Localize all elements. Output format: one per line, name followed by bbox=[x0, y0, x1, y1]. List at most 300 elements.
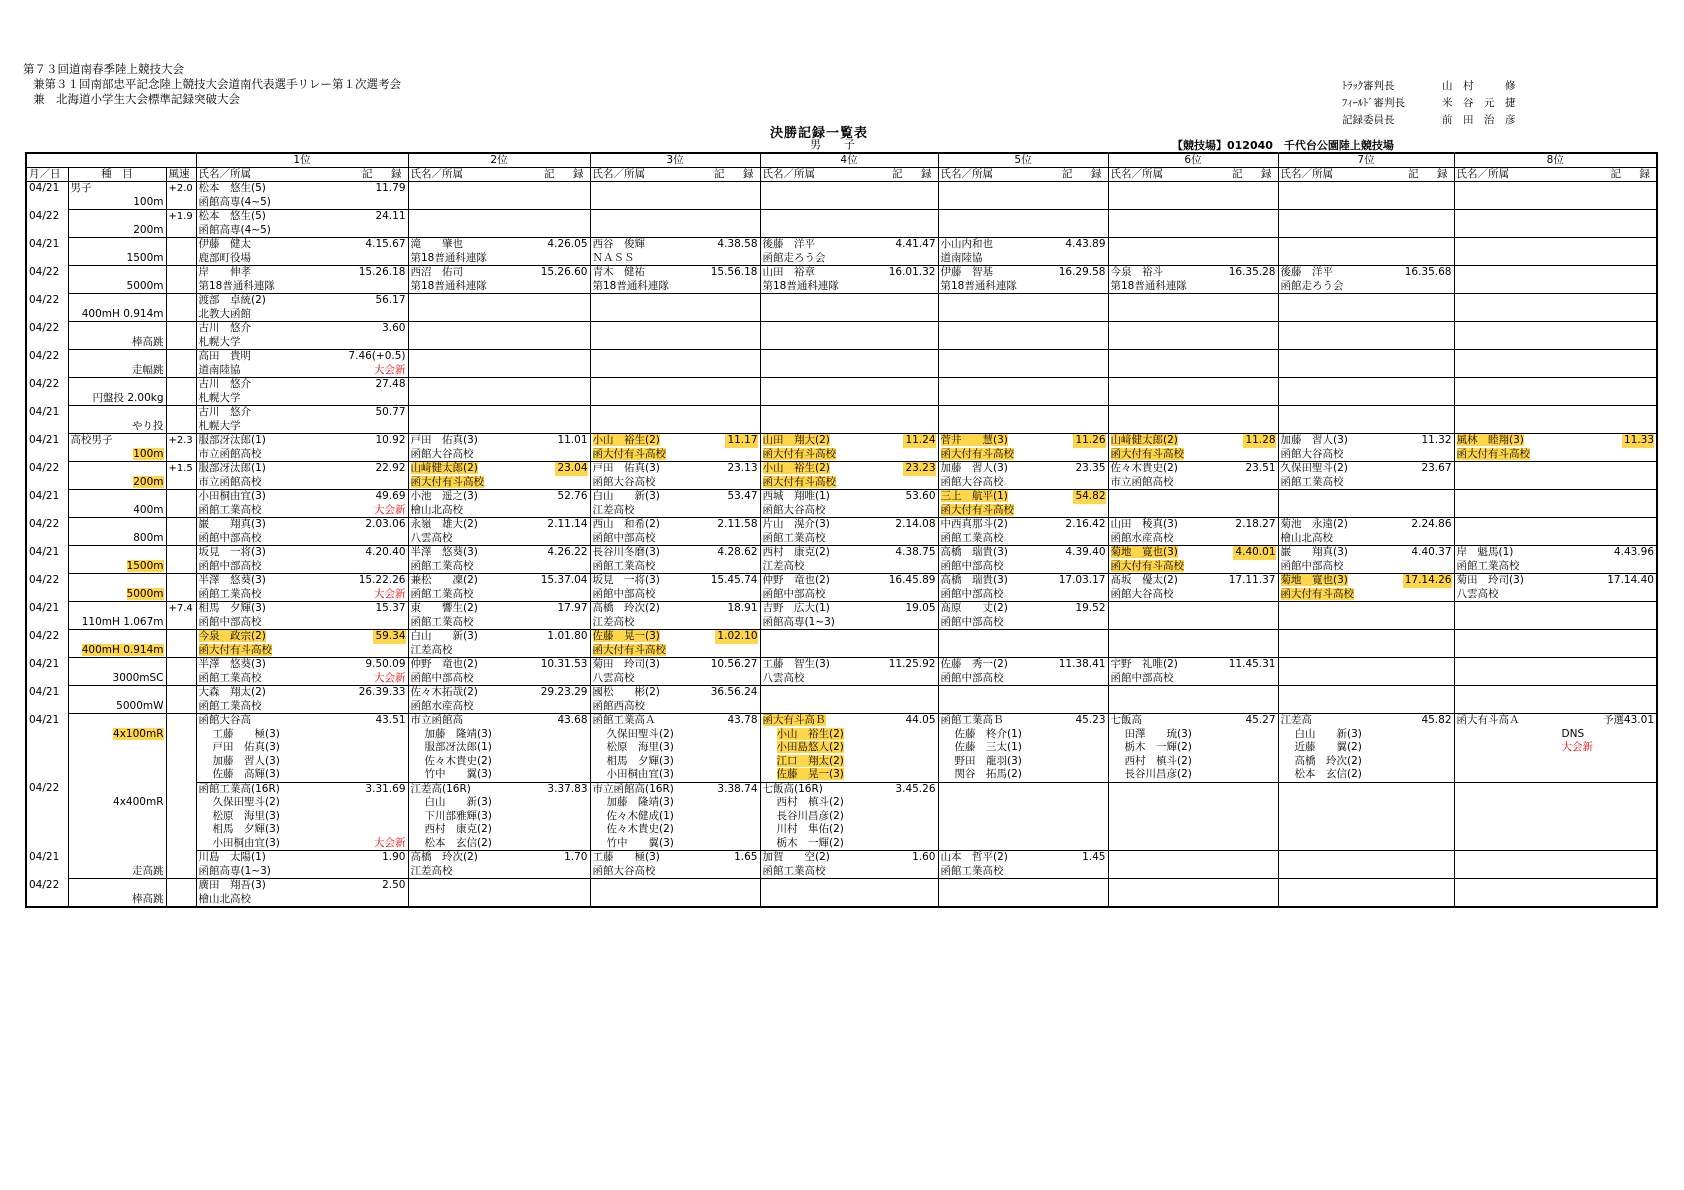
athlete-team: 八雲高校 bbox=[1456, 587, 1499, 600]
athlete-name-text: 菊田 玲司(3) bbox=[592, 658, 660, 670]
meet-record-badge: 大会新 bbox=[374, 363, 406, 376]
result-cell bbox=[760, 741, 938, 755]
athlete-team: 市立函館高校 bbox=[198, 447, 262, 460]
athlete-name-text: 加藤 習人(3) bbox=[1280, 434, 1348, 446]
result-cell bbox=[1278, 782, 1454, 796]
result-cell bbox=[938, 224, 1108, 238]
result-cell bbox=[1454, 672, 1657, 686]
result-cell bbox=[590, 532, 760, 546]
result-cell bbox=[938, 518, 1108, 532]
athlete-team: 函館工業高校 bbox=[762, 531, 826, 544]
athlete-team: 鹿部町役場 bbox=[198, 251, 251, 264]
athlete-name bbox=[199, 630, 374, 644]
result-mark: 9.50.09 bbox=[365, 658, 406, 670]
event-label: 円盤投 2.00kg bbox=[92, 391, 164, 404]
athlete-name bbox=[763, 266, 887, 280]
official-role: ﾌｨｰﾙﾄﾞ審判長 bbox=[1342, 97, 1405, 109]
table-row bbox=[26, 210, 1657, 224]
result-cell bbox=[760, 823, 938, 837]
result-cell bbox=[760, 504, 938, 518]
name-record-header bbox=[196, 168, 408, 182]
result-mark: 3.37.83 bbox=[547, 782, 588, 795]
athlete-name-text: 菊田 玲司(3) bbox=[1456, 574, 1524, 586]
athlete-team: 函大付有斗高校 bbox=[592, 643, 666, 656]
athlete-name-text: 伊藤 健太 bbox=[198, 238, 251, 250]
team-name: 函館工業高Ａ bbox=[592, 714, 656, 726]
athlete-name bbox=[199, 490, 374, 504]
result-cell bbox=[1108, 266, 1278, 280]
result-mark: 15.37.04 bbox=[540, 574, 588, 586]
wind-value: +1.9 bbox=[166, 210, 196, 224]
result-cell bbox=[408, 420, 590, 434]
result-cell bbox=[408, 462, 590, 476]
table-row bbox=[26, 644, 1657, 658]
official-name: 前 田 治 彦 bbox=[1442, 114, 1516, 126]
result-cell bbox=[408, 865, 590, 879]
result-cell bbox=[1454, 196, 1657, 210]
meet-title: 第７３回道南春季陸上競技大会 bbox=[23, 62, 184, 76]
result-cell bbox=[1278, 490, 1454, 504]
result-cell bbox=[196, 865, 408, 879]
result-cell bbox=[408, 490, 590, 504]
athlete-name-text: 白山 新(3) bbox=[592, 490, 660, 502]
result-cell bbox=[590, 630, 760, 644]
result-cell bbox=[938, 644, 1108, 658]
event-name bbox=[68, 714, 166, 783]
result-cell bbox=[760, 686, 938, 700]
result-cell bbox=[1454, 588, 1657, 602]
event-label: 400mH 0.914m bbox=[81, 307, 164, 320]
result-mark: 1.70 bbox=[564, 851, 588, 863]
result-cell bbox=[590, 741, 760, 755]
athlete-name-text: 仲野 竜也(2) bbox=[410, 658, 478, 670]
athlete-name bbox=[411, 546, 546, 560]
event-name bbox=[68, 560, 166, 574]
result-cell bbox=[760, 336, 938, 350]
result-mark: 11.28 bbox=[1245, 434, 1276, 446]
result-cell bbox=[1108, 602, 1278, 616]
result-cell bbox=[1278, 768, 1454, 782]
result-cell bbox=[408, 518, 590, 532]
result-cell bbox=[1278, 700, 1454, 714]
result-cell bbox=[196, 644, 408, 658]
athlete-team: 檜山北高校 bbox=[198, 892, 251, 905]
result-cell bbox=[408, 630, 590, 644]
result-cell bbox=[590, 865, 760, 879]
result-cell bbox=[938, 504, 1108, 518]
result-cell bbox=[1108, 350, 1278, 364]
athlete-team: 函大付有斗高校 bbox=[1280, 587, 1354, 600]
result-mark: 10.92 bbox=[375, 434, 406, 446]
result-mark: 43.51 bbox=[375, 714, 406, 726]
athlete-name-text: 服部冴汰郎(1) bbox=[198, 434, 266, 446]
result-mark: 10.56.27 bbox=[710, 658, 758, 670]
result-mark: 19.05 bbox=[905, 602, 936, 614]
result-cell bbox=[938, 182, 1108, 196]
athlete-name-text: 佐藤 晃一(3) bbox=[592, 630, 660, 642]
athlete-name bbox=[199, 266, 357, 280]
athlete-name-text: 西村 康克(2) bbox=[762, 546, 830, 558]
result-cell bbox=[760, 532, 938, 546]
result-cell bbox=[1108, 364, 1278, 378]
athlete-name-text: 古川 悠介 bbox=[198, 378, 251, 390]
event-date: 04/21 bbox=[26, 182, 68, 210]
result-cell bbox=[408, 294, 590, 308]
result-mark: 17.97 bbox=[557, 602, 588, 614]
official-role: ﾄﾗｯｸ審判長 bbox=[1342, 80, 1395, 92]
result-mark: 17.14.26 bbox=[1404, 574, 1452, 586]
event-date: 04/21 bbox=[26, 434, 68, 462]
athlete-team: 函大付有斗高校 bbox=[1456, 447, 1530, 460]
result-cell bbox=[1454, 308, 1657, 322]
athlete-name bbox=[763, 462, 904, 476]
table-row bbox=[26, 280, 1657, 294]
athlete-team: 函館中部高校 bbox=[1110, 671, 1174, 684]
athlete-team: 函館高専(1~3) bbox=[198, 864, 271, 877]
event-category bbox=[68, 490, 166, 504]
athlete-team: 函館中部高校 bbox=[198, 615, 262, 628]
result-cell bbox=[760, 196, 938, 210]
result-cell bbox=[1278, 741, 1454, 755]
result-cell bbox=[1278, 560, 1454, 574]
athlete-name bbox=[199, 574, 357, 588]
result-cell bbox=[1454, 700, 1657, 714]
result-cell bbox=[1278, 588, 1454, 602]
result-cell bbox=[590, 755, 760, 769]
event-date: 04/21 bbox=[26, 714, 68, 783]
result-mark: 1.02.10 bbox=[717, 630, 758, 642]
result-mark: 11.25.92 bbox=[888, 658, 936, 670]
athlete-name-text: 後藤 洋平 bbox=[762, 238, 815, 250]
result-cell bbox=[938, 406, 1108, 420]
athlete-name-text: 松本 悠生(5) bbox=[198, 182, 266, 194]
result-cell bbox=[938, 364, 1108, 378]
result-cell bbox=[1108, 616, 1278, 630]
wind-value bbox=[166, 574, 196, 588]
athlete-team: 函館工業高校 bbox=[198, 587, 262, 600]
result-cell bbox=[590, 238, 760, 252]
athlete-team: 函館工業高校 bbox=[198, 699, 262, 712]
event-date: 04/22 bbox=[26, 630, 68, 658]
result-mark: 4.41.47 bbox=[895, 238, 936, 250]
athlete-name-text: 山本 哲平(2) bbox=[940, 851, 1008, 863]
event-name bbox=[68, 893, 166, 908]
result-cell bbox=[760, 378, 938, 392]
result-cell bbox=[1108, 588, 1278, 602]
athlete-team: 札幌大学 bbox=[198, 419, 241, 432]
result-cell bbox=[760, 728, 938, 742]
event-name bbox=[68, 364, 166, 378]
result-cell bbox=[590, 266, 760, 280]
result-cell bbox=[1454, 518, 1657, 532]
athlete-name-text: 西谷 俊輝 bbox=[592, 238, 645, 250]
athlete-name bbox=[199, 602, 374, 616]
table-row bbox=[26, 252, 1657, 266]
athlete-name-text: 永嶺 雄大(2) bbox=[410, 518, 478, 530]
result-mark: 1.01.80 bbox=[547, 630, 588, 642]
athlete-name bbox=[593, 518, 716, 532]
athlete-team: 北教大函館 bbox=[198, 307, 251, 320]
name-header: 氏名／所属 bbox=[1280, 168, 1333, 180]
relay-member: 野田 龍羽(3) bbox=[954, 754, 1022, 767]
place-header: 3位 bbox=[590, 153, 760, 168]
table-row bbox=[26, 266, 1657, 280]
athlete-name-text: 岸 伸孝 bbox=[198, 266, 251, 278]
wind-value bbox=[166, 686, 196, 700]
athlete-name bbox=[941, 574, 1057, 588]
result-cell bbox=[1108, 893, 1278, 908]
athlete-team: 函館中部高校 bbox=[940, 615, 1004, 628]
result-cell bbox=[1454, 252, 1657, 266]
athlete-name bbox=[763, 434, 904, 448]
result-mark: 2.11.14 bbox=[547, 518, 588, 530]
athlete-name bbox=[593, 851, 733, 865]
athlete-name-text: 小田桐由宜(3) bbox=[198, 490, 266, 502]
athlete-team: 江差高校 bbox=[410, 864, 453, 877]
result-cell bbox=[196, 588, 408, 602]
athlete-team: 函館工業高校 bbox=[1456, 559, 1520, 572]
page-title: 決勝記録一覧表 bbox=[770, 126, 869, 141]
athlete-team: 函館工業高校 bbox=[410, 587, 474, 600]
athlete-team: 江差高校 bbox=[592, 615, 635, 628]
place-header: 2位 bbox=[408, 153, 590, 168]
result-cell bbox=[408, 350, 590, 364]
athlete-name-text: 古川 悠介 bbox=[198, 322, 251, 334]
meet-record-badge: 大会新 bbox=[1561, 741, 1593, 753]
wind-value bbox=[166, 294, 196, 308]
result-cell bbox=[938, 851, 1108, 865]
relay-member: 加藤 隆靖(3) bbox=[424, 727, 492, 740]
table-row bbox=[26, 336, 1657, 350]
result-cell bbox=[196, 336, 408, 350]
result-cell bbox=[590, 462, 760, 476]
result-cell bbox=[938, 322, 1108, 336]
result-mark: 4.26.22 bbox=[547, 546, 588, 558]
name-header: 氏名／所属 bbox=[198, 168, 251, 180]
result-cell bbox=[196, 420, 408, 434]
result-cell bbox=[760, 518, 938, 532]
team-name: 七飯高(16R) bbox=[762, 782, 823, 795]
result-cell bbox=[590, 224, 760, 238]
athlete-team: 函館西高校 bbox=[592, 699, 645, 712]
athlete-team: 江差高校 bbox=[410, 643, 453, 656]
place-header: 4位 bbox=[760, 153, 938, 168]
result-cell bbox=[938, 630, 1108, 644]
result-cell bbox=[938, 810, 1108, 824]
result-cell bbox=[760, 238, 938, 252]
athlete-name bbox=[941, 490, 1074, 504]
relay-member: 西村 槙斗(2) bbox=[1124, 754, 1192, 767]
relay-member: 佐藤 晃一(3) bbox=[776, 768, 844, 780]
athlete-name-text: 後藤 洋平 bbox=[1280, 266, 1333, 278]
event-label: 110mH 1.067m bbox=[81, 615, 164, 628]
table-row bbox=[26, 851, 1657, 865]
dns-label: DNS bbox=[1561, 727, 1585, 740]
result-cell bbox=[408, 182, 590, 196]
name-header: 氏名／所属 bbox=[1456, 168, 1509, 180]
result-cell bbox=[1108, 686, 1278, 700]
result-mark: 15.26.60 bbox=[540, 266, 588, 278]
athlete-name bbox=[941, 462, 1074, 476]
result-mark: 27.48 bbox=[375, 378, 406, 390]
result-mark: 17.11.37 bbox=[1228, 574, 1276, 586]
result-cell bbox=[1108, 280, 1278, 294]
event-category bbox=[68, 406, 166, 420]
relay-member: 小田島悠人(2) bbox=[776, 741, 844, 753]
result-cell bbox=[1454, 658, 1657, 672]
athlete-name bbox=[1457, 546, 1612, 560]
result-cell bbox=[408, 532, 590, 546]
result-cell bbox=[1278, 420, 1454, 434]
result-cell bbox=[1108, 336, 1278, 350]
athlete-team: 函館中部高校 bbox=[592, 587, 656, 600]
result-cell bbox=[760, 420, 938, 434]
event-name bbox=[68, 392, 166, 406]
athlete-team: 八雲高校 bbox=[592, 671, 635, 684]
date-header: 月／日 bbox=[26, 168, 68, 182]
athlete-name-text: 菊地 寛也(3) bbox=[1110, 546, 1178, 558]
record-header: 記 録 bbox=[1062, 168, 1106, 180]
athlete-name-text: 片山 滉介(3) bbox=[762, 518, 830, 530]
result-cell bbox=[590, 350, 760, 364]
table-row bbox=[26, 560, 1657, 574]
name-header: 氏名／所属 bbox=[940, 168, 993, 180]
table-row bbox=[26, 755, 1657, 769]
result-cell bbox=[408, 851, 590, 865]
result-cell bbox=[1108, 560, 1278, 574]
result-cell bbox=[1108, 406, 1278, 420]
athlete-name-text: 戸田 佑真(3) bbox=[410, 434, 478, 446]
relay-member: 工藤 極(3) bbox=[212, 727, 280, 740]
athlete-name bbox=[1111, 462, 1244, 476]
result-mark: 10.31.53 bbox=[540, 658, 588, 670]
result-cell bbox=[760, 574, 938, 588]
result-cell bbox=[1278, 210, 1454, 224]
result-cell bbox=[760, 588, 938, 602]
relay-member: 小山 裕生(2) bbox=[776, 727, 844, 740]
athlete-name-text: 髙坂 優太(2) bbox=[1110, 574, 1178, 586]
name-record-header bbox=[408, 168, 590, 182]
table-row bbox=[26, 238, 1657, 252]
event-date: 04/22 bbox=[26, 518, 68, 546]
official-role: 記録委員長 bbox=[1342, 114, 1395, 126]
athlete-name bbox=[593, 462, 726, 476]
result-mark: 23.67 bbox=[1421, 462, 1452, 474]
result-cell bbox=[590, 714, 760, 728]
result-cell bbox=[1278, 476, 1454, 490]
result-cell bbox=[590, 504, 760, 518]
result-cell bbox=[1278, 462, 1454, 476]
result-cell bbox=[408, 476, 590, 490]
result-cell bbox=[1108, 238, 1278, 252]
event-name bbox=[68, 336, 166, 350]
result-mark: 16.35.28 bbox=[1228, 266, 1276, 278]
table-row bbox=[26, 504, 1657, 518]
athlete-name-text: 伊藤 智基 bbox=[940, 266, 993, 278]
result-mark: 11.32 bbox=[1421, 434, 1452, 446]
result-cell bbox=[1108, 210, 1278, 224]
table-row bbox=[26, 406, 1657, 420]
athlete-name bbox=[1281, 574, 1403, 588]
athlete-team: 函館走ろう会 bbox=[1280, 279, 1344, 292]
result-cell bbox=[1278, 574, 1454, 588]
athlete-team: 函大付有斗高校 bbox=[762, 447, 836, 460]
result-mark: 16.01.32 bbox=[888, 266, 936, 278]
result-mark: 15.37 bbox=[375, 602, 406, 614]
athlete-name-text: 相馬 夕輝(3) bbox=[198, 602, 266, 614]
event-date: 04/22 bbox=[26, 462, 68, 490]
result-cell bbox=[1108, 420, 1278, 434]
result-mark: 24.11 bbox=[375, 210, 406, 222]
result-cell bbox=[938, 392, 1108, 406]
result-cell bbox=[408, 879, 590, 893]
result-cell bbox=[1108, 448, 1278, 462]
result-cell bbox=[1454, 714, 1657, 728]
team-name: 江差高(16R) bbox=[410, 782, 471, 795]
result-cell bbox=[938, 686, 1108, 700]
result-cell bbox=[760, 700, 938, 714]
result-cell bbox=[1108, 851, 1278, 865]
table-row bbox=[26, 879, 1657, 893]
event-label: 800m bbox=[133, 531, 164, 544]
result-cell bbox=[1454, 378, 1657, 392]
result-mark: 36.56.24 bbox=[710, 686, 758, 698]
athlete-name bbox=[1111, 574, 1227, 588]
athlete-name bbox=[199, 546, 364, 560]
result-cell bbox=[408, 560, 590, 574]
athlete-team: 市立函館高校 bbox=[198, 475, 262, 488]
result-cell bbox=[590, 364, 760, 378]
team-name: 函大有斗高Ａ bbox=[1456, 714, 1520, 726]
result-cell bbox=[938, 574, 1108, 588]
relay-member: 松本 玄信(2) bbox=[424, 836, 492, 849]
result-cell bbox=[1278, 728, 1454, 742]
wind-value bbox=[166, 238, 196, 252]
result-cell bbox=[1278, 823, 1454, 837]
athlete-name bbox=[411, 518, 546, 532]
wind-value bbox=[166, 378, 196, 392]
table-row bbox=[26, 378, 1657, 392]
event-name bbox=[68, 616, 166, 630]
athlete-team: 函館高専(1~3) bbox=[762, 615, 835, 628]
result-mark: 3.31.69 bbox=[365, 782, 406, 795]
team-name: 函大有斗高Ｂ bbox=[762, 714, 826, 726]
relay-member: 佐藤 三太(1) bbox=[954, 741, 1022, 753]
team-name: 江差高 bbox=[1280, 714, 1312, 726]
team-name: 函館工業高Ｂ bbox=[940, 714, 1004, 726]
athlete-name-text: 巌 翔真(3) bbox=[1280, 546, 1348, 558]
result-cell bbox=[196, 546, 408, 560]
result-cell bbox=[938, 865, 1108, 879]
result-cell bbox=[408, 406, 590, 420]
athlete-team: 第18普通科連隊 bbox=[410, 251, 487, 264]
record-header: 記 録 bbox=[362, 168, 406, 180]
result-cell bbox=[590, 476, 760, 490]
event-category: 高校男子 bbox=[68, 434, 166, 448]
result-cell bbox=[1278, 336, 1454, 350]
result-cell bbox=[196, 630, 408, 644]
result-cell bbox=[196, 837, 408, 851]
result-cell bbox=[196, 210, 408, 224]
result-cell bbox=[760, 308, 938, 322]
athlete-name bbox=[593, 434, 726, 448]
result-mark: 2.16.42 bbox=[1065, 518, 1106, 530]
result-cell bbox=[408, 280, 590, 294]
athlete-team: 函館大谷高校 bbox=[1110, 587, 1174, 600]
result-mark: 23.35 bbox=[1075, 462, 1106, 474]
result-cell bbox=[760, 490, 938, 504]
result-mark: 2.14.08 bbox=[895, 518, 936, 530]
